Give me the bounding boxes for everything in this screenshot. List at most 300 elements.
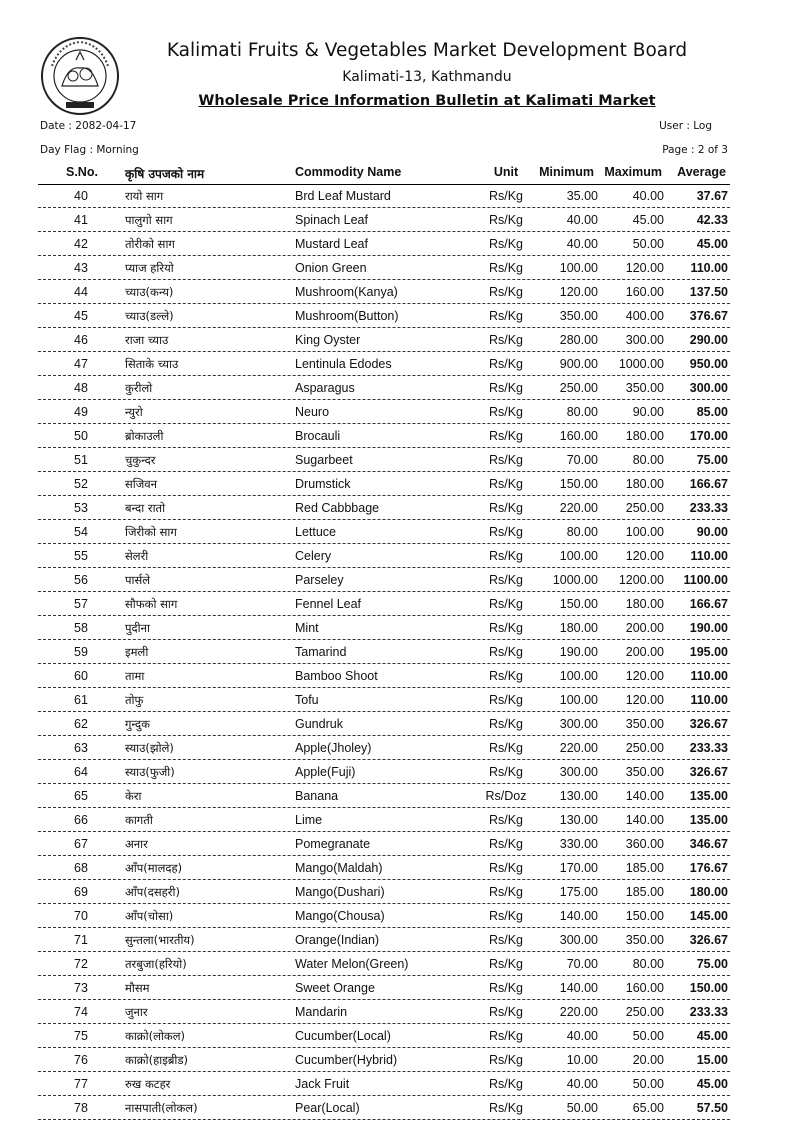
cell-minimum: 300.00 bbox=[559, 717, 598, 731]
cell-nepali-name: स्याउ(फुजी) bbox=[125, 765, 175, 779]
table-row bbox=[38, 833, 730, 856]
org-title: Kalimati Fruits & Vegetables Market Development Board bbox=[166, 40, 688, 61]
cell-sn: 55 bbox=[74, 549, 88, 563]
cell-commodity-name: King Oyster bbox=[295, 333, 361, 347]
cell-sn: 74 bbox=[74, 1005, 88, 1019]
cell-unit: Rs/Doz bbox=[485, 789, 527, 803]
cell-nepali-name: पालुगो साग bbox=[125, 213, 173, 227]
cell-minimum: 100.00 bbox=[559, 261, 598, 275]
cell-unit: Rs/Kg bbox=[488, 1029, 524, 1043]
cell-unit: Rs/Kg bbox=[488, 501, 524, 515]
table-row bbox=[38, 545, 730, 568]
cell-nepali-name: इमली bbox=[125, 645, 149, 659]
cell-unit: Rs/Kg bbox=[488, 1101, 524, 1115]
cell-maximum: 120.00 bbox=[625, 261, 664, 275]
cell-average: 176.67 bbox=[689, 861, 728, 875]
cell-commodity-name: Lentinula Edodes bbox=[295, 357, 392, 371]
cell-sn: 78 bbox=[74, 1101, 88, 1115]
cell-unit: Rs/Kg bbox=[488, 285, 524, 299]
cell-average: 45.00 bbox=[696, 1077, 728, 1091]
cell-unit: Rs/Kg bbox=[488, 381, 524, 395]
cell-sn: 66 bbox=[74, 813, 88, 827]
cell-nepali-name: ब्रोकाउली bbox=[125, 429, 164, 443]
cell-commodity-name: Sugarbeet bbox=[295, 453, 353, 467]
cell-average: 195.00 bbox=[689, 645, 728, 659]
cell-minimum: 40.00 bbox=[566, 213, 598, 227]
cell-average: 75.00 bbox=[696, 957, 728, 971]
table-row bbox=[38, 473, 730, 496]
cell-sn: 53 bbox=[74, 501, 88, 515]
cell-nepali-name: रायो साग bbox=[125, 189, 164, 203]
cell-unit: Rs/Kg bbox=[488, 933, 524, 947]
cell-maximum: 120.00 bbox=[625, 669, 664, 683]
cell-minimum: 40.00 bbox=[566, 1077, 598, 1091]
page-number: Page : 2 of 3 bbox=[662, 144, 728, 156]
cell-maximum: 350.00 bbox=[625, 381, 664, 395]
table-row bbox=[38, 761, 730, 784]
cell-nepali-name: पार्सले bbox=[125, 573, 151, 587]
cell-nepali-name: प्याज हरियो bbox=[125, 261, 174, 275]
cell-maximum: 50.00 bbox=[632, 1029, 664, 1043]
cell-maximum: 160.00 bbox=[625, 981, 664, 995]
cell-minimum: 140.00 bbox=[559, 981, 598, 995]
cell-maximum: 200.00 bbox=[625, 621, 664, 635]
table-row bbox=[38, 1001, 730, 1024]
table-row bbox=[38, 809, 730, 832]
cell-unit: Rs/Kg bbox=[488, 1005, 524, 1019]
cell-maximum: 45.00 bbox=[632, 213, 664, 227]
cell-commodity-name: Mango(Maldah) bbox=[295, 861, 383, 875]
cell-unit: Rs/Kg bbox=[488, 957, 524, 971]
cell-minimum: 50.00 bbox=[566, 1101, 598, 1115]
cell-commodity-name: Pomegranate bbox=[295, 837, 371, 851]
cell-average: 85.00 bbox=[696, 405, 728, 419]
cell-commodity-name: Mango(Dushari) bbox=[295, 885, 385, 899]
cell-commodity-name: Brocauli bbox=[295, 429, 341, 443]
cell-minimum: 150.00 bbox=[559, 597, 598, 611]
cell-average: 145.00 bbox=[689, 909, 728, 923]
cell-average: 300.00 bbox=[689, 381, 728, 395]
cell-nepali-name: कुरीलो bbox=[125, 381, 153, 395]
cell-commodity-name: Mango(Chousa) bbox=[295, 909, 385, 923]
cell-commodity-name: Mushroom(Kanya) bbox=[295, 285, 398, 299]
table-row bbox=[38, 497, 730, 520]
org-address: Kalimati-13, Kathmandu bbox=[342, 69, 512, 85]
cell-average: 45.00 bbox=[696, 1029, 728, 1043]
col-sn: S.No. bbox=[66, 165, 98, 179]
cell-average: 233.33 bbox=[689, 1005, 728, 1019]
cell-sn: 52 bbox=[74, 477, 88, 491]
cell-unit: Rs/Kg bbox=[488, 981, 524, 995]
cell-maximum: 400.00 bbox=[625, 309, 664, 323]
cell-minimum: 70.00 bbox=[566, 453, 598, 467]
cell-maximum: 250.00 bbox=[625, 501, 664, 515]
cell-unit: Rs/Kg bbox=[488, 477, 524, 491]
cell-sn: 75 bbox=[74, 1029, 88, 1043]
cell-sn: 60 bbox=[74, 669, 88, 683]
cell-average: 170.00 bbox=[689, 429, 728, 443]
cell-minimum: 250.00 bbox=[559, 381, 598, 395]
cell-sn: 47 bbox=[74, 357, 88, 371]
cell-maximum: 200.00 bbox=[625, 645, 664, 659]
cell-maximum: 100.00 bbox=[625, 525, 664, 539]
cell-unit: Rs/Kg bbox=[488, 621, 524, 635]
cell-maximum: 1000.00 bbox=[618, 357, 664, 371]
cell-average: 166.67 bbox=[689, 597, 728, 611]
table-row bbox=[38, 449, 730, 472]
cell-average: 166.67 bbox=[689, 477, 728, 491]
cell-maximum: 80.00 bbox=[632, 957, 664, 971]
cell-maximum: 300.00 bbox=[625, 333, 664, 347]
cell-commodity-name: Gundruk bbox=[295, 717, 343, 731]
cell-maximum: 80.00 bbox=[632, 453, 664, 467]
cell-sn: 51 bbox=[74, 453, 88, 467]
cell-nepali-name: कागती bbox=[125, 813, 153, 827]
table-row bbox=[38, 857, 730, 880]
cell-unit: Rs/Kg bbox=[488, 309, 524, 323]
table-row bbox=[38, 377, 730, 400]
cell-minimum: 220.00 bbox=[559, 741, 598, 755]
cell-unit: Rs/Kg bbox=[488, 237, 524, 251]
cell-average: 190.00 bbox=[689, 621, 728, 635]
cell-commodity-name: Apple(Fuji) bbox=[295, 765, 356, 779]
cell-maximum: 65.00 bbox=[632, 1101, 664, 1115]
cell-sn: 69 bbox=[74, 885, 88, 899]
table-row bbox=[38, 977, 730, 1000]
cell-minimum: 300.00 bbox=[559, 933, 598, 947]
cell-unit: Rs/Kg bbox=[488, 813, 524, 827]
cell-sn: 44 bbox=[74, 285, 88, 299]
cell-nepali-name: आँप(चोसा) bbox=[125, 909, 174, 923]
table-row bbox=[38, 641, 730, 664]
cell-minimum: 140.00 bbox=[559, 909, 598, 923]
cell-sn: 58 bbox=[74, 621, 88, 635]
cell-maximum: 250.00 bbox=[625, 741, 664, 755]
table-row bbox=[38, 305, 730, 328]
table-row bbox=[38, 425, 730, 448]
cell-nepali-name: काक्रो(हाइब्रीड) bbox=[125, 1053, 189, 1067]
table-row bbox=[38, 929, 730, 952]
cell-average: 233.33 bbox=[689, 501, 728, 515]
cell-unit: Rs/Kg bbox=[488, 645, 524, 659]
cell-minimum: 130.00 bbox=[559, 813, 598, 827]
cell-average: 42.33 bbox=[696, 213, 728, 227]
cell-minimum: 170.00 bbox=[559, 861, 598, 875]
cell-commodity-name: Orange(Indian) bbox=[295, 933, 380, 947]
cell-commodity-name: Mustard Leaf bbox=[295, 237, 368, 251]
cell-minimum: 40.00 bbox=[566, 1029, 598, 1043]
cell-commodity-name: Brd Leaf Mustard bbox=[295, 189, 391, 203]
cell-sn: 49 bbox=[74, 405, 88, 419]
day-flag: Day Flag : Morning bbox=[40, 144, 139, 156]
col-average: Average bbox=[677, 165, 726, 179]
cell-nepali-name: तरबुजा(हरियो) bbox=[125, 957, 187, 971]
cell-nepali-name: चुकुन्दर bbox=[125, 453, 156, 467]
cell-minimum: 120.00 bbox=[559, 285, 598, 299]
cell-average: 950.00 bbox=[689, 357, 728, 371]
cell-maximum: 350.00 bbox=[625, 717, 664, 731]
cell-maximum: 180.00 bbox=[625, 597, 664, 611]
cell-sn: 65 bbox=[74, 789, 88, 803]
cell-commodity-name: Apple(Jholey) bbox=[295, 741, 372, 755]
table-row bbox=[38, 593, 730, 616]
table-row bbox=[38, 569, 730, 592]
cell-average: 15.00 bbox=[696, 1053, 728, 1067]
cell-unit: Rs/Kg bbox=[488, 549, 524, 563]
cell-commodity-name: Onion Green bbox=[295, 261, 367, 275]
cell-nepali-name: तोफु bbox=[125, 693, 144, 707]
report-date: Date : 2082-04-17 bbox=[40, 120, 137, 132]
cell-minimum: 35.00 bbox=[566, 189, 598, 203]
cell-unit: Rs/Kg bbox=[488, 429, 524, 443]
cell-unit: Rs/Kg bbox=[488, 837, 524, 851]
cell-minimum: 220.00 bbox=[559, 1005, 598, 1019]
cell-minimum: 280.00 bbox=[559, 333, 598, 347]
cell-nepali-name: तोरीको साग bbox=[125, 237, 175, 251]
cell-maximum: 120.00 bbox=[625, 693, 664, 707]
cell-minimum: 100.00 bbox=[559, 693, 598, 707]
cell-commodity-name: Cucumber(Hybrid) bbox=[295, 1053, 398, 1067]
cell-average: 37.67 bbox=[696, 189, 728, 203]
table-row bbox=[38, 281, 730, 304]
cell-minimum: 900.00 bbox=[559, 357, 598, 371]
cell-unit: Rs/Kg bbox=[488, 1053, 524, 1067]
cell-maximum: 50.00 bbox=[632, 1077, 664, 1091]
cell-sn: 45 bbox=[74, 309, 88, 323]
report-user: User : Log bbox=[659, 120, 712, 132]
cell-nepali-name: न्युरो bbox=[125, 405, 143, 419]
table-row bbox=[38, 881, 730, 904]
cell-maximum: 90.00 bbox=[632, 405, 664, 419]
cell-minimum: 130.00 bbox=[559, 789, 598, 803]
table-row bbox=[38, 185, 730, 208]
cell-average: 326.67 bbox=[689, 933, 728, 947]
cell-unit: Rs/Kg bbox=[488, 525, 524, 539]
cell-commodity-name: Spinach Leaf bbox=[295, 213, 368, 227]
cell-nepali-name: जुनार bbox=[125, 1005, 148, 1019]
table-row bbox=[38, 1025, 730, 1048]
col-commodity-name: Commodity Name bbox=[295, 165, 402, 179]
cell-commodity-name: Tofu bbox=[295, 693, 319, 707]
cell-unit: Rs/Kg bbox=[488, 261, 524, 275]
cell-unit: Rs/Kg bbox=[488, 909, 524, 923]
cell-nepali-name: च्याउ(डल्ले) bbox=[125, 309, 174, 323]
cell-minimum: 160.00 bbox=[559, 429, 598, 443]
cell-commodity-name: Jack Fruit bbox=[295, 1077, 350, 1091]
cell-sn: 64 bbox=[74, 765, 88, 779]
cell-sn: 41 bbox=[74, 213, 88, 227]
table-row bbox=[38, 617, 730, 640]
table-row bbox=[38, 1049, 730, 1072]
cell-maximum: 350.00 bbox=[625, 933, 664, 947]
cell-nepali-name: काक्रो(लोकल) bbox=[125, 1029, 185, 1043]
col-nepali-name: कृषि उपजको नाम bbox=[125, 167, 205, 181]
cell-nepali-name: गुन्दुक bbox=[125, 717, 150, 731]
cell-nepali-name: मौसम bbox=[125, 981, 150, 995]
cell-maximum: 350.00 bbox=[625, 765, 664, 779]
cell-nepali-name: राजा च्याउ bbox=[125, 333, 169, 347]
cell-unit: Rs/Kg bbox=[488, 885, 524, 899]
cell-average: 137.50 bbox=[689, 285, 728, 299]
table-row bbox=[38, 329, 730, 352]
cell-minimum: 220.00 bbox=[559, 501, 598, 515]
cell-minimum: 1000.00 bbox=[552, 573, 598, 587]
cell-average: 90.00 bbox=[696, 525, 728, 539]
cell-sn: 73 bbox=[74, 981, 88, 995]
cell-commodity-name: Bamboo Shoot bbox=[295, 669, 378, 683]
cell-commodity-name: Tamarind bbox=[295, 645, 347, 659]
cell-nepali-name: सजिवन bbox=[125, 477, 158, 491]
cell-minimum: 70.00 bbox=[566, 957, 598, 971]
cell-maximum: 185.00 bbox=[625, 861, 664, 875]
table-row bbox=[38, 713, 730, 736]
cell-unit: Rs/Kg bbox=[488, 597, 524, 611]
cell-sn: 57 bbox=[74, 597, 88, 611]
cell-commodity-name: Water Melon(Green) bbox=[295, 957, 409, 971]
cell-commodity-name: Sweet Orange bbox=[295, 981, 375, 995]
cell-unit: Rs/Kg bbox=[488, 693, 524, 707]
table-row bbox=[38, 1073, 730, 1096]
cell-minimum: 100.00 bbox=[559, 549, 598, 563]
cell-unit: Rs/Kg bbox=[488, 333, 524, 347]
cell-commodity-name: Banana bbox=[295, 789, 339, 803]
cell-commodity-name: Red Cabbbage bbox=[295, 501, 380, 515]
cell-nepali-name: रुख कटहर bbox=[125, 1077, 171, 1091]
cell-nepali-name: तामा bbox=[125, 669, 145, 683]
cell-minimum: 100.00 bbox=[559, 669, 598, 683]
cell-commodity-name: Drumstick bbox=[295, 477, 351, 491]
cell-average: 150.00 bbox=[689, 981, 728, 995]
cell-sn: 70 bbox=[74, 909, 88, 923]
cell-minimum: 150.00 bbox=[559, 477, 598, 491]
cell-maximum: 50.00 bbox=[632, 237, 664, 251]
cell-commodity-name: Mushroom(Button) bbox=[295, 309, 399, 323]
cell-maximum: 140.00 bbox=[625, 813, 664, 827]
cell-nepali-name: केरा bbox=[125, 789, 142, 803]
cell-minimum: 10.00 bbox=[566, 1053, 598, 1067]
col-unit: Unit bbox=[493, 165, 519, 179]
cell-average: 1100.00 bbox=[683, 573, 728, 587]
cell-sn: 76 bbox=[74, 1053, 88, 1067]
cell-commodity-name: Cucumber(Local) bbox=[295, 1029, 391, 1043]
cell-sn: 61 bbox=[74, 693, 88, 707]
cell-nepali-name: नासपाती(लोकल) bbox=[125, 1101, 198, 1115]
cell-average: 57.50 bbox=[696, 1101, 728, 1115]
cell-nepali-name: सेलरी bbox=[125, 549, 149, 563]
cell-maximum: 360.00 bbox=[625, 837, 664, 851]
cell-sn: 63 bbox=[74, 741, 88, 755]
cell-sn: 72 bbox=[74, 957, 88, 971]
cell-commodity-name: Lime bbox=[295, 813, 323, 827]
cell-minimum: 175.00 bbox=[559, 885, 598, 899]
cell-average: 180.00 bbox=[689, 885, 728, 899]
cell-minimum: 190.00 bbox=[559, 645, 598, 659]
table-row bbox=[38, 209, 730, 232]
cell-unit: Rs/Kg bbox=[488, 213, 524, 227]
cell-minimum: 40.00 bbox=[566, 237, 598, 251]
cell-unit: Rs/Kg bbox=[488, 765, 524, 779]
table-row bbox=[38, 785, 730, 808]
cell-maximum: 250.00 bbox=[625, 1005, 664, 1019]
cell-unit: Rs/Kg bbox=[488, 189, 524, 203]
cell-sn: 67 bbox=[74, 837, 88, 851]
cell-average: 233.33 bbox=[689, 741, 728, 755]
table-row bbox=[38, 521, 730, 544]
cell-nepali-name: च्याउ(कन्य) bbox=[125, 285, 174, 299]
cell-minimum: 80.00 bbox=[566, 405, 598, 419]
cell-minimum: 300.00 bbox=[559, 765, 598, 779]
cell-sn: 48 bbox=[74, 381, 88, 395]
table-row bbox=[38, 905, 730, 928]
cell-commodity-name: Fennel Leaf bbox=[295, 597, 362, 611]
cell-average: 110.00 bbox=[690, 693, 728, 707]
table-row bbox=[38, 665, 730, 688]
col-maximum: Maximum bbox=[604, 165, 662, 179]
cell-average: 135.00 bbox=[689, 789, 728, 803]
table-row bbox=[38, 353, 730, 376]
cell-nepali-name: आँप(मालदह) bbox=[125, 861, 183, 875]
cell-maximum: 160.00 bbox=[625, 285, 664, 299]
cell-unit: Rs/Kg bbox=[488, 405, 524, 419]
cell-unit: Rs/Kg bbox=[488, 861, 524, 875]
cell-maximum: 185.00 bbox=[625, 885, 664, 899]
cell-maximum: 150.00 bbox=[625, 909, 664, 923]
cell-average: 326.67 bbox=[689, 717, 728, 731]
cell-maximum: 1200.00 bbox=[618, 573, 664, 587]
cell-nepali-name: अनार bbox=[125, 837, 148, 851]
cell-maximum: 180.00 bbox=[625, 477, 664, 491]
table-row bbox=[38, 689, 730, 712]
cell-sn: 43 bbox=[74, 261, 88, 275]
cell-sn: 46 bbox=[74, 333, 88, 347]
cell-sn: 59 bbox=[74, 645, 88, 659]
cell-maximum: 140.00 bbox=[625, 789, 664, 803]
cell-sn: 77 bbox=[74, 1077, 88, 1091]
cell-average: 135.00 bbox=[689, 813, 728, 827]
cell-maximum: 180.00 bbox=[625, 429, 664, 443]
cell-nepali-name: स्याउ(झोले) bbox=[125, 741, 174, 755]
cell-unit: Rs/Kg bbox=[488, 1077, 524, 1091]
cell-commodity-name: Neuro bbox=[295, 405, 330, 419]
table-row bbox=[38, 401, 730, 424]
bulletin-title: Wholesale Price Information Bulletin at Kalimati Market bbox=[198, 93, 656, 109]
cell-sn: 40 bbox=[74, 189, 88, 203]
cell-minimum: 350.00 bbox=[559, 309, 598, 323]
table-row bbox=[38, 233, 730, 256]
cell-nepali-name: पुदीना bbox=[125, 621, 150, 635]
cell-nepali-name: आँप(दसहरी) bbox=[125, 885, 180, 899]
cell-average: 110.00 bbox=[690, 669, 728, 683]
cell-sn: 56 bbox=[74, 573, 88, 587]
cell-sn: 50 bbox=[74, 429, 88, 443]
cell-unit: Rs/Kg bbox=[488, 717, 524, 731]
cell-commodity-name: Pear(Local) bbox=[295, 1101, 360, 1115]
table-row bbox=[38, 953, 730, 976]
cell-unit: Rs/Kg bbox=[488, 573, 524, 587]
cell-unit: Rs/Kg bbox=[488, 669, 524, 683]
table-row bbox=[38, 1097, 730, 1120]
cell-nepali-name: सौफको साग bbox=[125, 597, 178, 611]
price-table bbox=[38, 185, 730, 1121]
cell-commodity-name: Mint bbox=[295, 621, 319, 635]
cell-nepali-name: सुन्तला(भारतीय) bbox=[125, 933, 195, 947]
cell-maximum: 40.00 bbox=[632, 189, 664, 203]
cell-commodity-name: Asparagus bbox=[295, 381, 355, 395]
cell-sn: 42 bbox=[74, 237, 88, 251]
cell-minimum: 80.00 bbox=[566, 525, 598, 539]
table-row bbox=[38, 737, 730, 760]
cell-average: 376.67 bbox=[689, 309, 728, 323]
